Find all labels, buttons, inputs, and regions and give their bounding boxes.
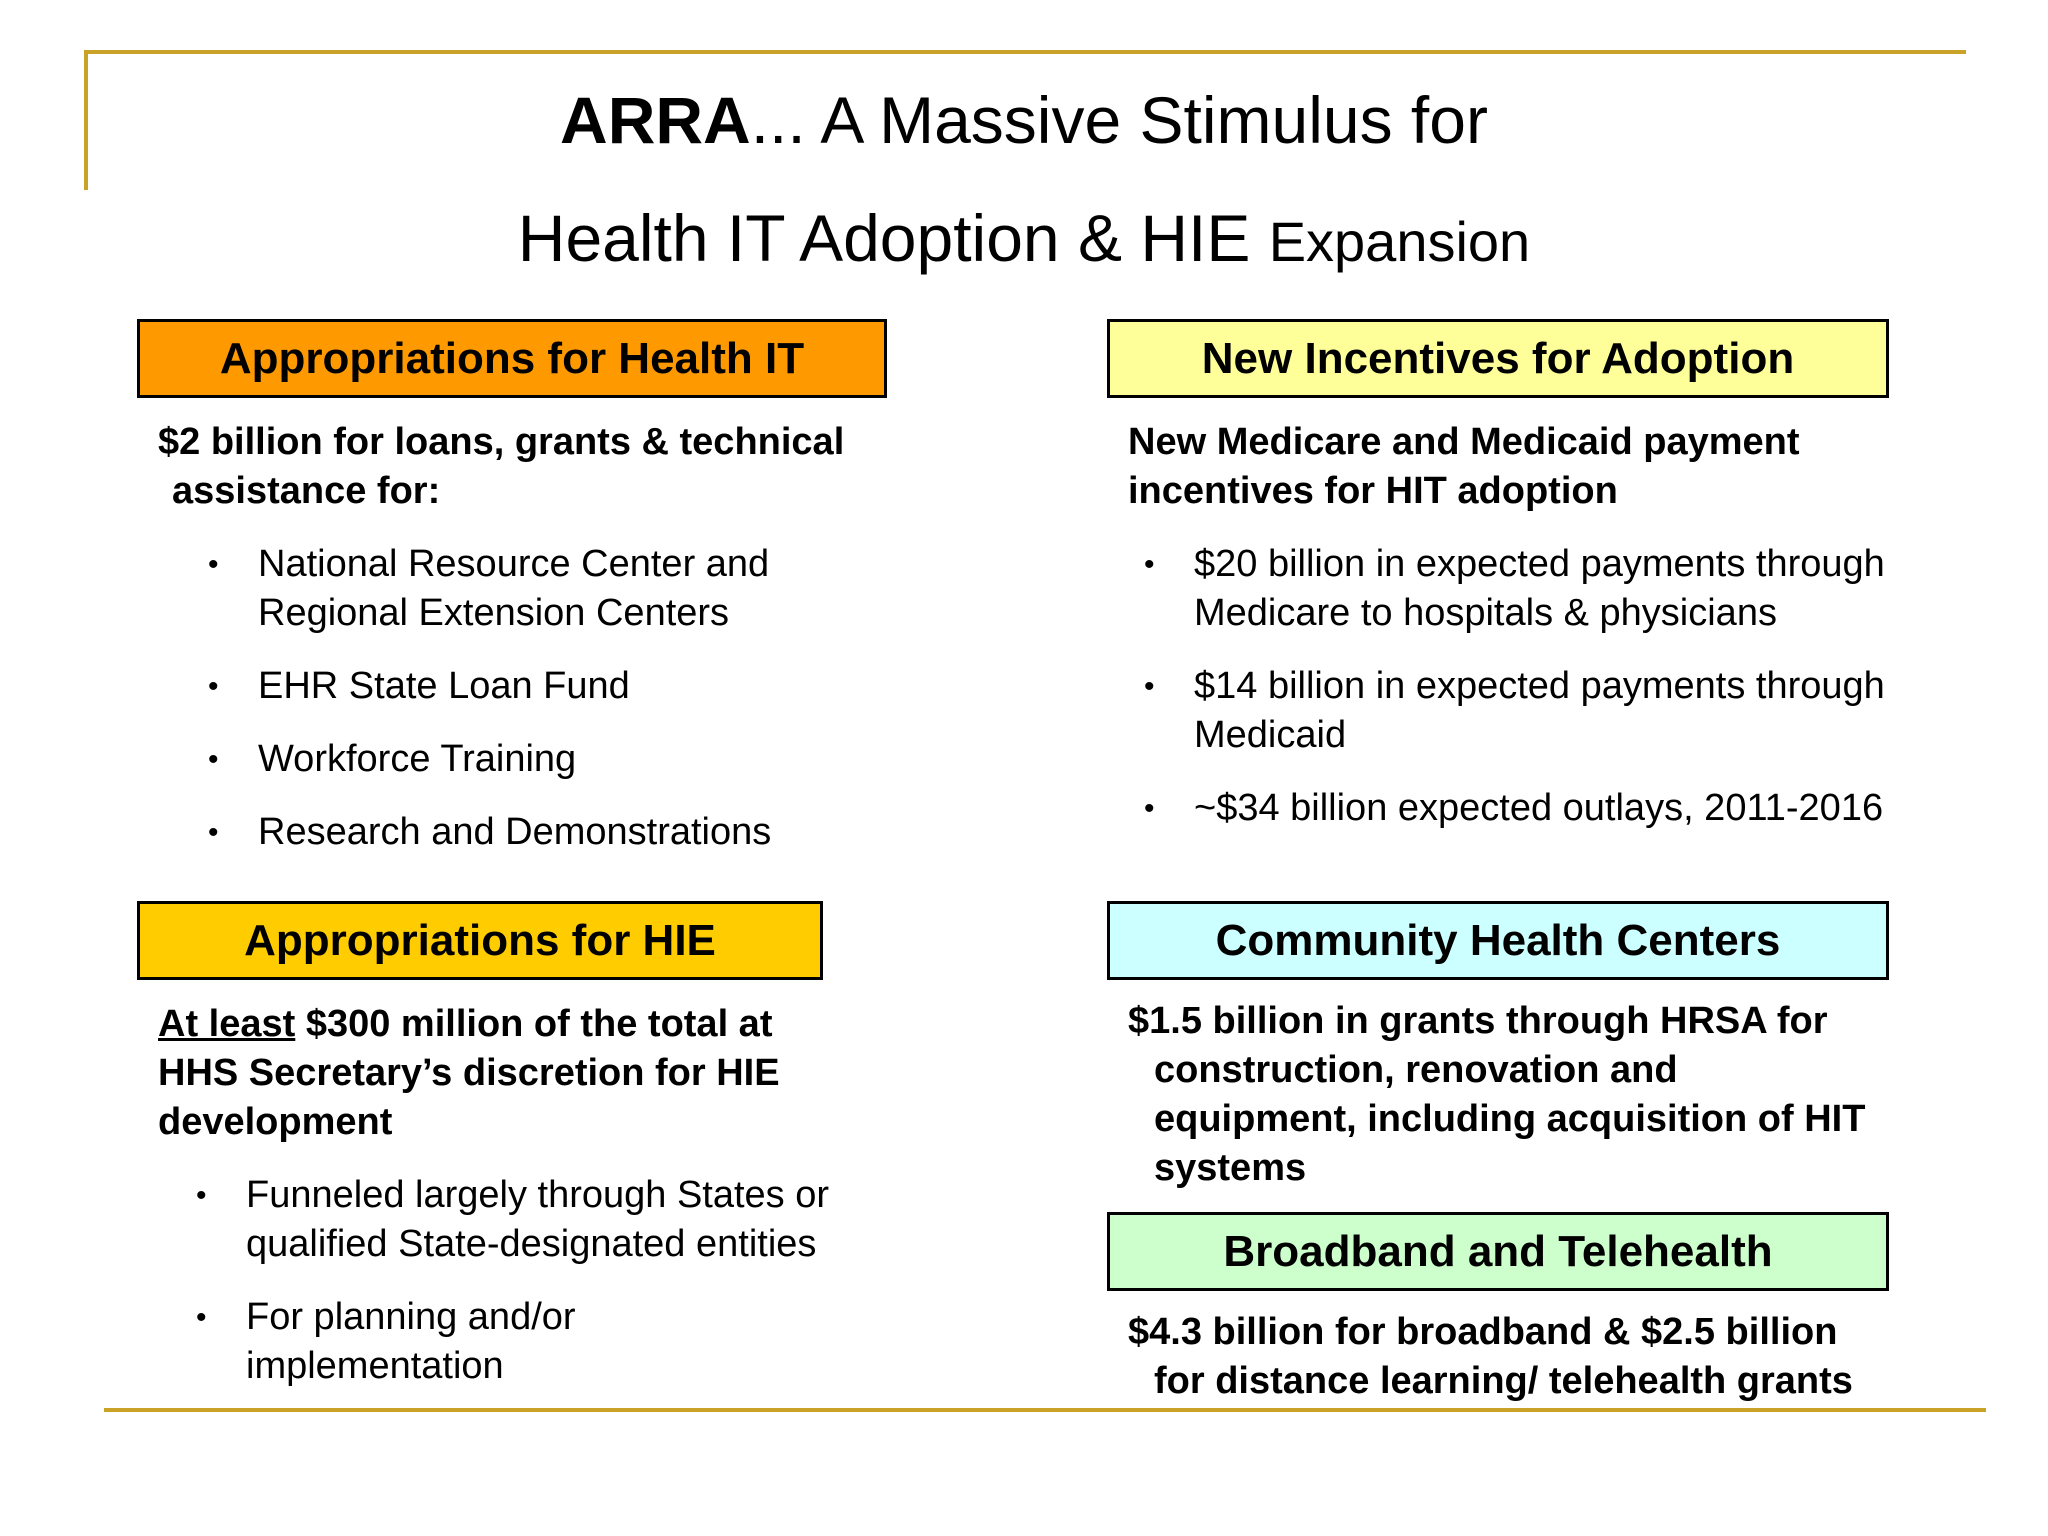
list-item	[192, 540, 818, 638]
bullet-text: National Resource Center and Regional Extension Centers	[258, 543, 770, 634]
bullet-icon: •	[208, 548, 219, 581]
bullet-text: ~$34 billion expected outlays, 2011-2016	[1194, 787, 1884, 829]
bottom-rule	[104, 1408, 1986, 1412]
broadband-line1: $4.3 billion for broadband & $2.5 billion	[1128, 1311, 1838, 1353]
health-it-lead-line2: assistance for:	[172, 470, 441, 512]
hie-bullets	[180, 1171, 878, 1391]
bullet-text: $20 billion in expected payments through Medicare to hospitals & physicians	[1194, 543, 1885, 634]
bullet-icon: •	[208, 816, 219, 849]
heading-appropriations-hie	[137, 901, 823, 980]
list-item	[1128, 784, 1954, 833]
bullet-icon: •	[1144, 670, 1155, 703]
title-line2-main: Health IT Adoption & HIE	[517, 201, 1251, 275]
chc-line3: equipment, including acquisition of HIT	[1154, 1098, 1866, 1140]
top-rule	[84, 50, 1966, 54]
health-it-bullets	[192, 540, 918, 857]
chc-line1: $1.5 billion in grants through HRSA for	[1128, 1000, 1828, 1042]
heading-incentives-label: New Incentives for Adoption	[1201, 333, 1795, 383]
bullet-icon: •	[196, 1179, 207, 1212]
chc-line2: construction, renovation and	[1154, 1049, 1678, 1091]
bullet-icon: •	[196, 1301, 207, 1334]
chc-line4: systems	[1154, 1147, 1307, 1189]
health-it-lead	[158, 418, 918, 516]
incentives-content	[1128, 418, 1948, 833]
heading-appropriations-health-it	[137, 319, 887, 398]
broadband-content	[1128, 1308, 1948, 1406]
bullet-text: $14 billion in expected payments through Medicaid	[1194, 665, 1885, 756]
title-line1-rest: ... A Massive Stimulus for	[750, 83, 1488, 157]
bullet-text: Funneled largely through States or qualified State-designated entities	[246, 1174, 830, 1265]
list-item	[180, 1171, 846, 1269]
hie-lead	[158, 1000, 838, 1147]
hie-lead-rest: $300 million of the total at HHS Secretary’s discretion for HIE development	[158, 1003, 780, 1143]
heading-health-it-label: Appropriations for Health IT	[219, 333, 805, 383]
heading-broadband-label: Broadband and Telehealth	[1223, 1226, 1773, 1276]
list-item	[192, 808, 918, 857]
broadband-line2: for distance learning/ telehealth grants	[1154, 1360, 1853, 1402]
list-item	[192, 735, 918, 784]
bullet-text: Research and Demonstrations	[258, 811, 772, 853]
hie-content	[158, 1000, 878, 1391]
bullet-text: EHR State Loan Fund	[258, 665, 630, 707]
list-item	[180, 1293, 666, 1391]
health-it-lead-line1: $2 billion for loans, grants & technical	[158, 421, 845, 463]
incentives-lead: New Medicare and Medicaid payment incentives for HIT adoption	[1128, 421, 1800, 512]
heading-broadband-telehealth	[1107, 1212, 1889, 1291]
heading-community-health-centers	[1107, 901, 1889, 980]
bullet-icon: •	[208, 670, 219, 703]
bullet-icon: •	[208, 743, 219, 776]
bullet-text: For planning and/or implementation	[246, 1296, 576, 1387]
bullet-text: Workforce Training	[258, 738, 577, 780]
health-it-content	[158, 418, 918, 857]
bullet-icon: •	[1144, 792, 1155, 825]
heading-new-incentives	[1107, 319, 1889, 398]
title-arra: ARRA	[560, 83, 751, 157]
slide-title-line2	[0, 200, 2048, 276]
list-item	[192, 662, 918, 711]
slide-title-line1	[0, 82, 2048, 158]
heading-chc-label: Community Health Centers	[1215, 915, 1781, 965]
list-item	[1128, 662, 1914, 760]
chc-content	[1128, 997, 1948, 1193]
incentives-bullets	[1128, 540, 1948, 833]
title-line2-expansion: Expansion	[1268, 210, 1531, 273]
list-item	[1128, 540, 1914, 638]
heading-hie-label: Appropriations for HIE	[244, 915, 716, 965]
hie-lead-at-least: At least	[158, 1003, 296, 1045]
bullet-icon: •	[1144, 548, 1155, 581]
